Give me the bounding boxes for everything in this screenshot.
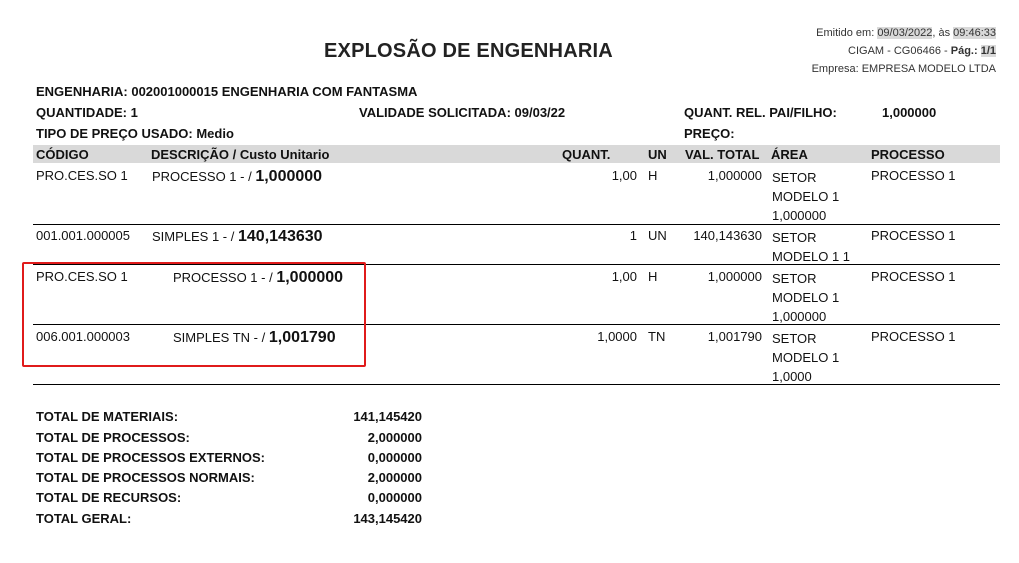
empresa-value: EMPRESA MODELO LTDA bbox=[861, 63, 996, 75]
row-desc-text: PROCESSO 1 - / bbox=[173, 270, 273, 285]
row-un: TN bbox=[648, 329, 666, 344]
row-custo: 1,001790 bbox=[268, 329, 336, 346]
emission-line bbox=[816, 27, 996, 39]
row-descricao bbox=[152, 168, 322, 186]
quant-rel-value: 1,000000 bbox=[882, 105, 937, 120]
emitido-sep: , às bbox=[932, 27, 951, 39]
page-label: Pág.: bbox=[950, 45, 978, 57]
row-area-line: 1,000000 bbox=[772, 208, 827, 223]
row-un: H bbox=[648, 269, 658, 284]
row-processo: PROCESSO 1 bbox=[871, 329, 956, 344]
total-label: TOTAL DE MATERIAIS: bbox=[36, 409, 179, 424]
row-un: UN bbox=[648, 228, 667, 243]
total-label: TOTAL DE PROCESSOS: bbox=[36, 430, 190, 445]
report-title: EXPLOSÃO DE ENGENHARIA bbox=[324, 40, 613, 62]
row-area-line: SETOR bbox=[772, 230, 817, 245]
row-area-line: 1,0000 bbox=[772, 369, 812, 384]
preco-label: PREÇO: bbox=[684, 126, 735, 141]
row-val-total: 1,000000 bbox=[707, 168, 762, 183]
row-codigo: PRO.CES.SO 1 bbox=[36, 269, 128, 284]
page-value: 1/1 bbox=[980, 45, 996, 57]
col-codigo: CÓDIGO bbox=[36, 147, 89, 162]
total-value: 143,145420 bbox=[353, 511, 422, 526]
row-area bbox=[772, 329, 839, 386]
row-processo: PROCESSO 1 bbox=[871, 269, 956, 284]
row-area-line: MODELO 1 bbox=[772, 290, 840, 305]
empresa-label: Empresa: bbox=[811, 63, 859, 75]
row-area-line: SETOR bbox=[772, 331, 817, 346]
total-label: TOTAL DE PROCESSOS NORMAIS: bbox=[36, 470, 255, 485]
row-desc-text: SIMPLES TN - / bbox=[173, 330, 266, 345]
row-area-line: MODELO 1 bbox=[772, 350, 840, 365]
emitido-label: Emitido em: bbox=[816, 27, 875, 39]
col-un: UN bbox=[648, 147, 667, 162]
row-area-line: SETOR bbox=[772, 271, 817, 286]
col-area: ÁREA bbox=[771, 147, 808, 162]
total-value: 2,000000 bbox=[367, 430, 422, 445]
row-desc-text: SIMPLES 1 - / bbox=[152, 229, 235, 244]
total-value: 0,000000 bbox=[367, 450, 422, 465]
validade-line: VALIDADE SOLICITADA: 09/03/22 bbox=[359, 105, 566, 120]
row-codigo: PRO.CES.SO 1 bbox=[36, 168, 128, 183]
highlight-annotation-box bbox=[22, 262, 366, 367]
total-label: TOTAL DE RECURSOS: bbox=[36, 490, 182, 505]
tipo-preco-line: TIPO DE PREÇO USADO: Medio bbox=[36, 126, 234, 141]
row-custo: 140,143630 bbox=[238, 228, 323, 245]
total-label: TOTAL GERAL: bbox=[36, 511, 132, 526]
col-quant: QUANT. bbox=[562, 147, 611, 162]
row-processo: PROCESSO 1 bbox=[871, 168, 956, 183]
col-descricao: DESCRIÇÃO / Custo Unitario bbox=[151, 147, 330, 162]
col-val-total: VAL. TOTAL bbox=[685, 147, 760, 162]
total-label: TOTAL DE PROCESSOS EXTERNOS: bbox=[36, 450, 265, 465]
engenharia-line: ENGENHARIA: 002001000015 ENGENHARIA COM FANTASMA bbox=[36, 84, 418, 99]
row-val-total: 1,001790 bbox=[707, 329, 762, 344]
row-area bbox=[772, 228, 850, 266]
row-val-total: 1,000000 bbox=[707, 269, 762, 284]
row-area-line: MODELO 1 1 bbox=[772, 249, 851, 264]
row-divider bbox=[33, 224, 1000, 225]
row-area-line: 1,000000 bbox=[772, 309, 827, 324]
row-area bbox=[772, 269, 839, 326]
col-processo: PROCESSO bbox=[871, 147, 945, 162]
emitido-time: 09:46:33 bbox=[953, 27, 996, 39]
row-area-line: SETOR bbox=[772, 170, 817, 185]
quant-rel-label: QUANT. REL. PAI/FILHO: bbox=[684, 105, 837, 120]
row-custo: 1,000000 bbox=[255, 168, 323, 185]
row-area bbox=[772, 168, 839, 225]
row-quant: 1,00 bbox=[611, 168, 637, 183]
row-processo: PROCESSO 1 bbox=[871, 228, 956, 243]
quantidade-line: QUANTIDADE: 1 bbox=[36, 105, 138, 120]
row-quant: 1,0000 bbox=[597, 329, 637, 344]
report-code: CIGAM - CG06466 - bbox=[848, 45, 948, 57]
row-un: H bbox=[648, 168, 658, 183]
row-descricao bbox=[152, 228, 323, 246]
empresa-line bbox=[812, 63, 996, 75]
row-val-total: 140,143630 bbox=[693, 228, 762, 243]
row-codigo: 001.001.000005 bbox=[36, 228, 130, 243]
report-code-line bbox=[848, 45, 996, 57]
row-area-line: MODELO 1 bbox=[772, 189, 840, 204]
total-value: 2,000000 bbox=[367, 470, 422, 485]
row-codigo: 006.001.000003 bbox=[36, 329, 130, 344]
emitido-date: 09/03/2022 bbox=[877, 27, 933, 39]
row-quant: 1,00 bbox=[611, 269, 637, 284]
row-quant: 1 bbox=[629, 228, 637, 243]
row-desc-text: PROCESSO 1 - / bbox=[152, 169, 252, 184]
total-value: 0,000000 bbox=[367, 490, 422, 505]
row-divider bbox=[33, 384, 1000, 385]
row-custo: 1,000000 bbox=[276, 269, 344, 286]
total-value: 141,145420 bbox=[353, 409, 422, 424]
